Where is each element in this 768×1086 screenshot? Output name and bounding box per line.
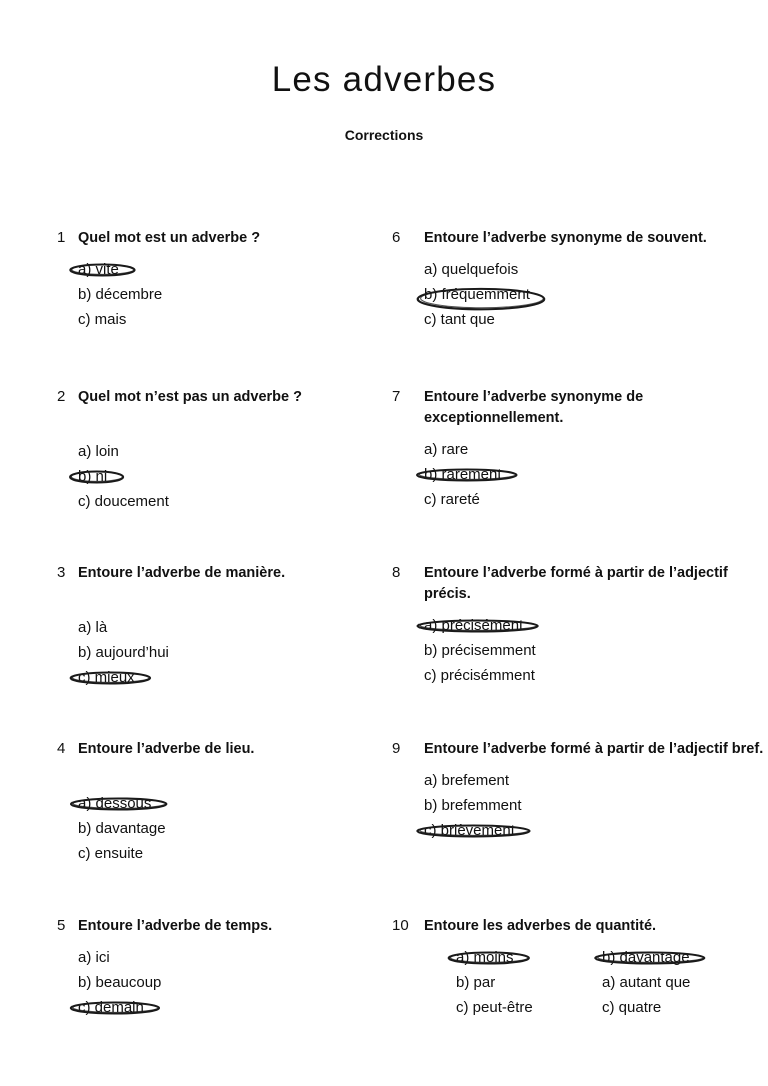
option-row bbox=[392, 282, 764, 307]
question-text: Entoure l’adverbe de manière. bbox=[78, 565, 286, 581]
option-label: b) précisemment bbox=[424, 642, 536, 659]
question-heading bbox=[392, 563, 764, 605]
option-label: a) quelquefois bbox=[424, 261, 519, 278]
options-list bbox=[392, 437, 764, 512]
option-label: b) brefemment bbox=[424, 797, 522, 814]
question-block bbox=[57, 228, 387, 332]
option-row bbox=[57, 439, 387, 464]
option-label: a) autant que bbox=[602, 974, 691, 991]
option-label: b) aujourd’hui bbox=[78, 644, 169, 661]
option-row bbox=[57, 665, 387, 690]
option-row bbox=[57, 945, 387, 970]
answer-option[interactable] bbox=[78, 282, 162, 307]
question-heading bbox=[392, 387, 764, 429]
answer-option[interactable] bbox=[78, 307, 126, 332]
question-block bbox=[57, 387, 387, 514]
option-label: b) rarement bbox=[424, 466, 502, 483]
question-text: Quel mot n’est pas un adverbe ? bbox=[78, 389, 302, 405]
options-list bbox=[57, 439, 387, 514]
option-label: b) beaucoup bbox=[78, 974, 162, 991]
option-row bbox=[57, 841, 387, 866]
question-text: Quel mot est un adverbe ? bbox=[78, 230, 261, 246]
option-row bbox=[57, 640, 387, 665]
option-row bbox=[392, 307, 764, 332]
question-number: 6 bbox=[392, 229, 401, 246]
option-row bbox=[570, 970, 690, 995]
question-number: 1 bbox=[57, 229, 66, 246]
option-row bbox=[57, 615, 387, 640]
option-label: a) dessous bbox=[78, 795, 152, 812]
answer-option[interactable] bbox=[424, 257, 518, 282]
question-text: Entoure les adverbes de quantité. bbox=[424, 918, 657, 934]
option-row bbox=[424, 970, 533, 995]
options-list bbox=[392, 613, 764, 688]
option-label: c) tant que bbox=[424, 311, 495, 328]
option-label: c) brièvement bbox=[424, 822, 515, 839]
question-text: Entoure l’adverbe de lieu. bbox=[78, 741, 255, 757]
question-block bbox=[392, 387, 764, 512]
question-block bbox=[57, 739, 387, 866]
answer-option[interactable] bbox=[78, 489, 169, 514]
answer-option-selected[interactable] bbox=[424, 462, 502, 487]
options-subcolumn bbox=[570, 945, 690, 1020]
option-row bbox=[57, 464, 387, 489]
answer-option-selected[interactable] bbox=[424, 282, 530, 307]
option-row bbox=[57, 995, 387, 1020]
question-heading bbox=[392, 228, 764, 249]
option-row bbox=[392, 437, 764, 462]
answer-option-selected[interactable] bbox=[424, 818, 515, 843]
options-list bbox=[392, 257, 764, 332]
answer-option[interactable] bbox=[602, 970, 690, 995]
question-number: 5 bbox=[57, 917, 66, 934]
answer-option[interactable] bbox=[424, 768, 509, 793]
answer-option[interactable] bbox=[78, 945, 110, 970]
option-row bbox=[57, 307, 387, 332]
options-subcolumn bbox=[424, 945, 533, 1020]
option-label: c) quatre bbox=[602, 999, 662, 1016]
answer-option[interactable] bbox=[78, 640, 169, 665]
question-number: 8 bbox=[392, 564, 401, 581]
option-label: b) décembre bbox=[78, 286, 163, 303]
option-label: a) ici bbox=[78, 949, 110, 966]
question-heading bbox=[57, 916, 387, 937]
question-block bbox=[57, 563, 387, 690]
option-label: a) loin bbox=[78, 443, 119, 460]
option-label: a) vite bbox=[78, 261, 119, 278]
option-label: b) davantage bbox=[78, 820, 166, 837]
answer-option[interactable] bbox=[456, 995, 533, 1020]
answer-option[interactable] bbox=[424, 638, 536, 663]
option-row bbox=[424, 995, 533, 1020]
option-label: b) ni bbox=[78, 468, 108, 485]
question-block bbox=[392, 739, 764, 843]
question-block bbox=[57, 916, 387, 1020]
answer-option[interactable] bbox=[456, 970, 495, 995]
option-row bbox=[570, 995, 690, 1020]
answer-option-selected[interactable] bbox=[78, 995, 144, 1020]
option-row bbox=[57, 257, 387, 282]
option-row bbox=[392, 768, 764, 793]
option-row bbox=[392, 487, 764, 512]
option-label: a) brefement bbox=[424, 772, 510, 789]
option-label: c) ensuite bbox=[78, 845, 144, 862]
option-row bbox=[57, 816, 387, 841]
question-heading bbox=[392, 916, 764, 937]
option-label: a) précisément bbox=[424, 617, 524, 634]
question-number: 3 bbox=[57, 564, 66, 581]
page-subtitle: Corrections bbox=[344, 127, 424, 143]
option-label: c) mieux bbox=[78, 669, 135, 686]
option-label: a) là bbox=[78, 619, 108, 636]
question-number: 7 bbox=[392, 388, 401, 405]
answer-option[interactable] bbox=[78, 970, 161, 995]
option-row bbox=[392, 793, 764, 818]
answer-option-selected[interactable] bbox=[78, 791, 151, 816]
question-block bbox=[392, 563, 764, 688]
option-row bbox=[57, 282, 387, 307]
answer-option[interactable] bbox=[78, 439, 119, 464]
answer-option[interactable] bbox=[78, 615, 107, 640]
option-row bbox=[424, 945, 533, 970]
question-text: Entoure l’adverbe formé à partir de l’adjectif précis. bbox=[424, 565, 728, 602]
option-row bbox=[392, 613, 764, 638]
question-number: 9 bbox=[392, 740, 401, 757]
option-row bbox=[392, 638, 764, 663]
options-list bbox=[392, 945, 764, 1031]
answer-option-selected[interactable] bbox=[78, 257, 119, 282]
question-number: 4 bbox=[57, 740, 66, 757]
option-row bbox=[57, 489, 387, 514]
option-row bbox=[570, 945, 690, 970]
question-heading bbox=[57, 563, 387, 584]
question-heading bbox=[57, 228, 387, 249]
option-label: b) par bbox=[456, 974, 496, 991]
answer-option-selected[interactable] bbox=[78, 464, 107, 489]
option-label: c) peut-être bbox=[456, 999, 533, 1016]
answer-option-selected[interactable] bbox=[78, 665, 135, 690]
answer-option[interactable] bbox=[424, 663, 535, 688]
question-number: 10 bbox=[392, 917, 409, 934]
option-row bbox=[392, 663, 764, 688]
answer-option[interactable] bbox=[424, 793, 522, 818]
option-row bbox=[57, 791, 387, 816]
answer-option[interactable] bbox=[602, 995, 661, 1020]
options-list bbox=[392, 768, 764, 843]
option-row bbox=[57, 970, 387, 995]
option-label: c) demain bbox=[78, 999, 144, 1016]
page-title: Les adverbes bbox=[271, 60, 497, 99]
option-label: b) davantage bbox=[602, 949, 690, 966]
question-text: Entoure l’adverbe de temps. bbox=[78, 918, 273, 934]
option-row bbox=[392, 462, 764, 487]
question-block bbox=[392, 228, 764, 332]
answer-option[interactable] bbox=[78, 841, 143, 866]
options-list bbox=[57, 615, 387, 690]
option-label: c) rareté bbox=[424, 491, 480, 508]
question-text: Entoure l’adverbe formé à partir de l’adjectif bref. bbox=[424, 741, 764, 757]
question-heading bbox=[392, 739, 764, 760]
option-label: c) précisémment bbox=[424, 667, 535, 684]
answer-option[interactable] bbox=[78, 816, 166, 841]
question-block bbox=[392, 916, 764, 1031]
answer-option-selected[interactable] bbox=[424, 613, 523, 638]
option-label: c) doucement bbox=[78, 493, 169, 510]
answer-option[interactable] bbox=[424, 437, 468, 462]
option-row bbox=[392, 257, 764, 282]
answer-option-selected[interactable] bbox=[456, 945, 514, 970]
options-list bbox=[57, 257, 387, 332]
answer-option-selected[interactable] bbox=[602, 945, 690, 970]
option-label: a) rare bbox=[424, 441, 469, 458]
answer-option[interactable] bbox=[424, 307, 495, 332]
options-list bbox=[57, 791, 387, 866]
question-heading bbox=[57, 387, 387, 408]
option-label: a) moins bbox=[456, 949, 514, 966]
option-label: b) fréquemment bbox=[424, 286, 530, 303]
question-text: Entoure l’adverbe synonyme de exceptionnellement. bbox=[424, 389, 644, 426]
answer-option[interactable] bbox=[424, 487, 480, 512]
question-heading bbox=[57, 739, 387, 760]
option-row bbox=[392, 818, 764, 843]
option-label: c) mais bbox=[78, 311, 127, 328]
question-text: Entoure l’adverbe synonyme de souvent. bbox=[424, 230, 707, 246]
question-number: 2 bbox=[57, 388, 66, 405]
options-list bbox=[57, 945, 387, 1020]
